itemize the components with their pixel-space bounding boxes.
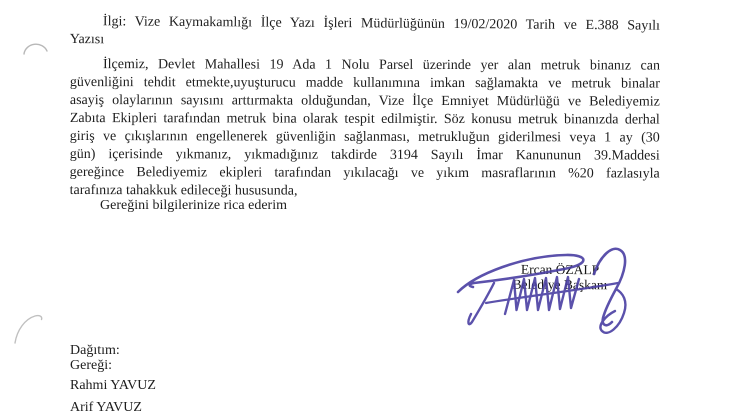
recipient: Arif YAVUZ [70,400,142,411]
body-paragraph [70,56,660,202]
distribution-label: Dağıtım: [70,343,120,358]
body-line: gereğince Belediyemiz ekipleri tarafından yıkılacağı ve yıkım masraflarının %20 fazlasıyla [69,164,660,182]
signature-block [462,261,658,292]
recipient: Rahmi YAVUZ [70,378,156,393]
reference-line-2: Yazısı [69,31,105,48]
body-line: asayiş olaylarının sayısını arttırmakta olduğundan, Vize İlçe Emniyet Müdürlüğü ve Belediyemiz [69,92,660,110]
body-line: gün) içerisinde yıkmanız, yıkmadığınız takdirde 3194 Sayılı İmar Kanununun 39.Maddesi [69,146,660,164]
body-line: güvenliğini tehdit etmekte,uyuşturucu madde kullanımına imkan sağlamakta ve metruk binalar [69,74,660,92]
body-line: giriş ve çıkışlarının engellenerek güvenliğin sağlanması, metrukluğun giderilmesi veya 1 ay (30 [69,128,660,146]
body-line: İlçemiz, Devlet Mahallesi 19 Ada 1 Nolu Parsel üzerinde yer alan metruk binanız can [102,57,660,74]
scan-artifact-arc-bottom [8,310,48,348]
distribution-block [70,344,156,411]
reference-line-1: İlgi: Vize Kaymakamlığı İlçe Yazı İşleri Müdürlüğünün 19/02/2020 Tarih ve E.388 Sayılı [102,14,660,34]
distribution-sublabel: Gereği: [70,358,112,373]
closing-line: Gereğini bilgilerinize rica ederim [100,198,287,213]
signature-ink [448,238,648,348]
signatory-name: Ercan ÖZALP [520,261,600,278]
signatory-title: Belediye Başkanı [512,276,608,293]
reference-block [70,13,660,54]
scan-artifact-arc-top [20,36,50,62]
body-line: Zabıta Ekipleri tarafından metruk bina olarak tespit edilmiştir. Söz konusu metruk binanızda derhal [69,110,660,128]
body-line: tarafınıza tahakkuk edileceği hususunda, [69,182,298,199]
